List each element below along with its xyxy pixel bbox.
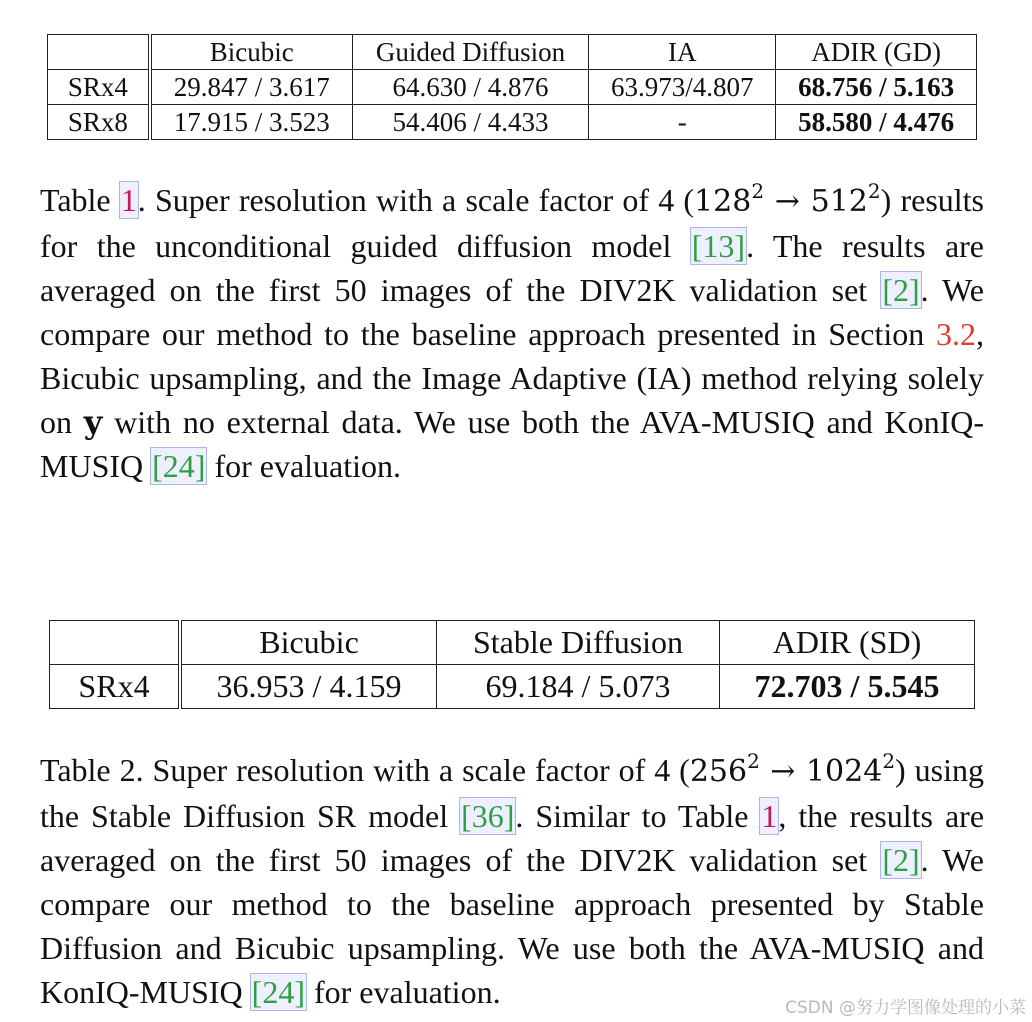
math-expression	[694, 179, 881, 219]
citation-link[interactable]: [24]	[251, 974, 305, 1010]
row-label: SRx8	[48, 105, 150, 140]
section-ref-link[interactable]: 3.2	[936, 316, 976, 352]
watermark: CSDN @努力学图像处理的小菜	[785, 998, 1026, 1018]
math-variable: y	[83, 403, 103, 441]
caption-text: . We compare our method to the baseline approach presented in Section	[40, 272, 985, 352]
table-cell: 36.953 / 4.159	[180, 665, 437, 709]
table-row	[48, 70, 977, 105]
table-header-cell	[48, 35, 150, 70]
caption-text: with no external data. We use both the AVA-MUSIQ and KonIQ-MUSIQ	[40, 404, 985, 484]
caption-text: ) results for the unconditional guided diffusion model	[40, 182, 985, 264]
citation-link[interactable]: [2]	[882, 842, 920, 878]
citation-link[interactable]: [2]	[882, 272, 920, 308]
table-header-cell: IA	[589, 35, 776, 70]
table-header-cell: ADIR (SD)	[720, 621, 975, 665]
table-header-row	[50, 621, 975, 665]
caption-text: for evaluation.	[305, 974, 501, 1010]
caption-text: . Similar to Table	[515, 798, 761, 834]
table-header-cell: Bicubic	[180, 621, 437, 665]
caption-text: . Super resolution with a scale factor of 4 (	[137, 182, 695, 218]
table-header-cell: Bicubic	[150, 35, 352, 70]
caption-text: for evaluation.	[206, 448, 402, 484]
table-header-cell: Stable Diffusion	[437, 621, 720, 665]
table-cell: 54.406 / 4.433	[352, 105, 589, 140]
math-arrow: →	[759, 754, 806, 789]
table-row	[50, 665, 975, 709]
table-cell: 29.847 / 3.617	[150, 70, 352, 105]
table-cell: -	[589, 105, 776, 140]
row-label: SRx4	[50, 665, 181, 709]
math-exponent: 2	[882, 749, 896, 773]
math-base: 1024	[805, 754, 883, 789]
row-label: SRx4	[48, 70, 150, 105]
table-cell: 69.184 / 5.073	[437, 665, 720, 709]
table-cell: 64.630 / 4.876	[352, 70, 589, 105]
citation-link[interactable]: [24]	[152, 448, 206, 484]
table-header-cell: Guided Diffusion	[352, 35, 589, 70]
math-base: 512	[810, 184, 868, 219]
results-table-2	[49, 620, 975, 709]
table-1-caption	[40, 178, 984, 488]
caption-text: . The results are averaged on the first 50 images of the DIV2K validation set	[40, 228, 985, 308]
table-row	[48, 105, 977, 140]
math-exponent: 2	[747, 749, 760, 773]
caption-text: , Bicubic upsampling, and the Image Adaptive (IA) method relying solely on	[40, 316, 984, 440]
table-cell-best: 58.580 / 4.476	[776, 105, 977, 140]
table-cell-best: 68.756 / 5.163	[776, 70, 977, 105]
caption-text: , the results are averaged on the first 50 images of the DIV2K validation set	[40, 798, 985, 878]
math-exponent: 2	[751, 179, 765, 203]
table-header-row	[48, 35, 977, 70]
math-arrow: →	[764, 184, 811, 219]
table-2-caption	[40, 748, 984, 1014]
table-ref-link[interactable]: 1	[120, 182, 137, 218]
caption-text: Table 2. Super resolution with a scale factor of 4 (	[40, 752, 690, 788]
math-base: 256	[689, 754, 748, 789]
table-ref-link[interactable]: 1	[761, 798, 778, 834]
table-header-cell: ADIR (GD)	[776, 35, 977, 70]
math-base: 128	[694, 184, 752, 219]
citation-link[interactable]: [36]	[461, 798, 515, 834]
caption-text: . We compare our method to the baseline approach presented by Stable Diffusion and Bicubic upsampling. We use both the AVA-MUSIQ and KonIQ-MUSIQ	[40, 842, 985, 1010]
table-header-cell	[50, 621, 181, 665]
math-expression	[689, 749, 896, 789]
results-table-1	[47, 34, 977, 140]
caption-text: Table	[40, 182, 120, 218]
caption-text: ) using the Stable Diffusion SR model	[40, 752, 985, 834]
math-exponent: 2	[867, 179, 881, 203]
table-cell: 17.915 / 3.523	[150, 105, 352, 140]
table-cell-best: 72.703 / 5.545	[720, 665, 975, 709]
table-cell: 63.973/4.807	[589, 70, 776, 105]
citation-link[interactable]: [13]	[691, 228, 746, 264]
